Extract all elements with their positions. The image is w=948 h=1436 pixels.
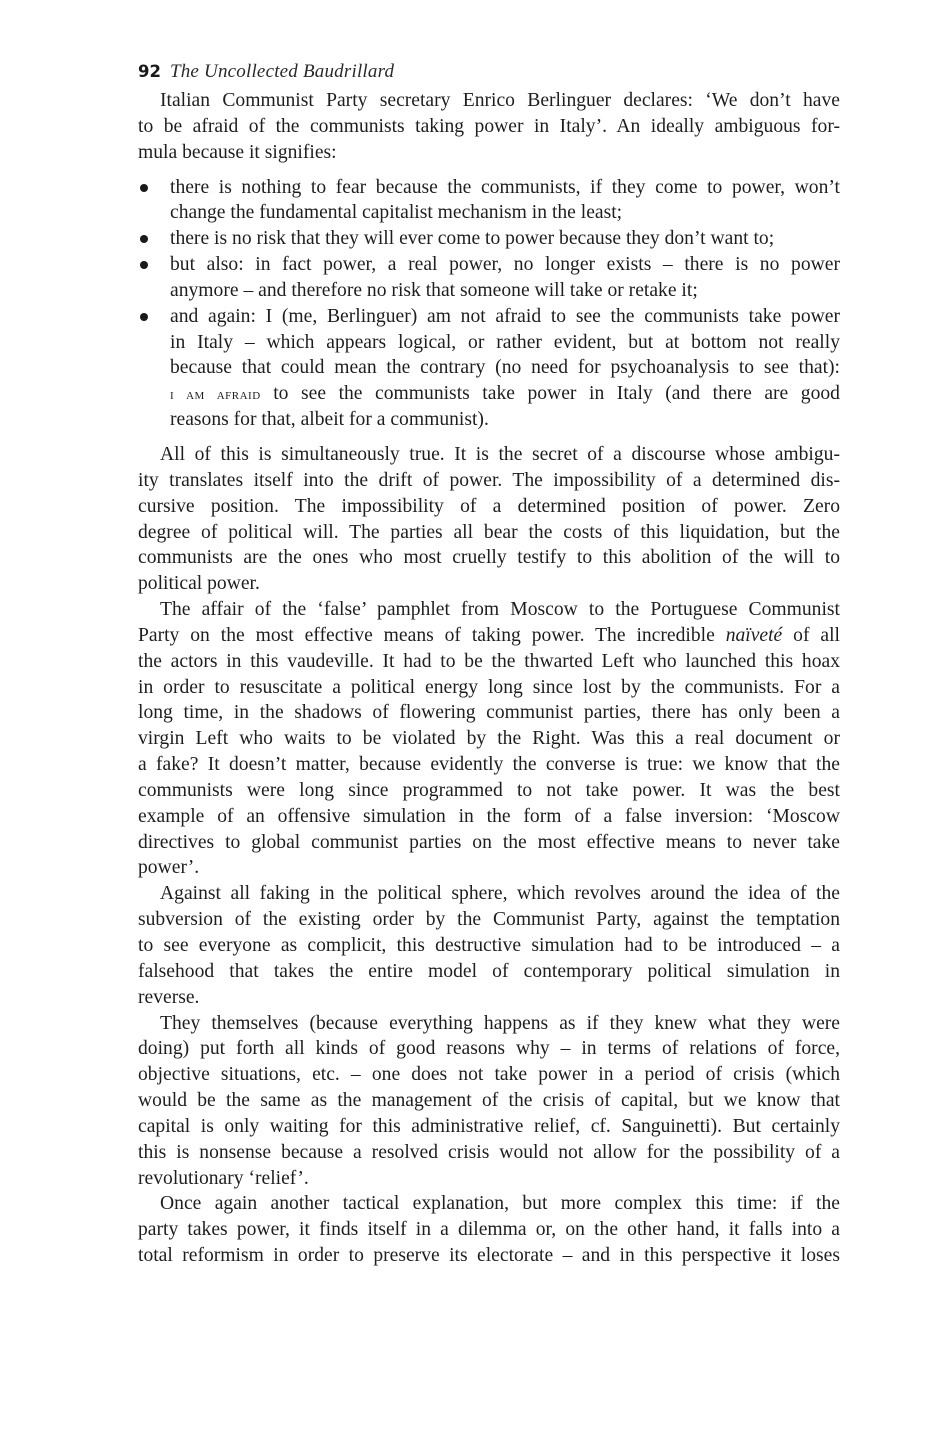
- text-line: example of an offensive simulation in the form of a false inversion: ‘Moscow: [138, 805, 840, 827]
- text-line: revolutionary ‘relief’.: [138, 1167, 309, 1189]
- text-line: objective situations, etc. – one does not take power in a period of crisis (which: [138, 1064, 840, 1086]
- text-line: capital is only waiting for this administrative relief, cf. Sanguinetti). But certainly: [138, 1115, 840, 1137]
- text-line: cursive position. The impossibility of a determined position of power. Zero: [138, 495, 840, 517]
- paragraph: [138, 597, 840, 881]
- text-line: communists were long since programmed to not take power. It was the best: [138, 779, 840, 801]
- text-line: power’.: [138, 857, 200, 879]
- text-line: political power.: [138, 573, 260, 595]
- text-line: reverse.: [138, 986, 200, 1008]
- text-line: total reformism in order to preserve its electorate – and in this perspective it loses: [138, 1245, 840, 1267]
- text-line: this is nonsense because a resolved crisis would not allow for the possibility of a: [138, 1141, 840, 1163]
- text-fragment: of all: [793, 624, 840, 646]
- text-line: mula because it signifies:: [138, 141, 337, 163]
- paragraph: [138, 881, 840, 1010]
- text-line: virgin Left who waits to be violated by the Right. Was this a real document or: [138, 728, 840, 750]
- italic-word: naïveté: [725, 624, 783, 646]
- intro-paragraph: [138, 88, 840, 166]
- text-fragment: Party on the most effective means of taking power. The incredible: [138, 624, 715, 646]
- text-line: would be the same as the management of the crisis of capital, but we know that: [138, 1090, 840, 1112]
- bullet-item: [138, 304, 840, 433]
- text-fragment: to see the communists take power in Italy (and there are good: [273, 383, 840, 405]
- text-line: but also: in fact power, a real power, no longer exists – there is no power: [170, 254, 840, 276]
- text-line: reasons for that, albeit for a communist).: [170, 409, 489, 431]
- text-line: subversion of the existing order by the Communist Party, against the temptation: [138, 909, 840, 931]
- text-line: falsehood that takes the entire model of contemporary political simulation in: [138, 960, 840, 982]
- bullet-icon: [140, 184, 148, 192]
- text-line: communists are the ones who most cruelly testify to this abolition of the will to: [138, 547, 840, 569]
- body-text: [138, 88, 840, 1269]
- small-caps-phrase: i am afraid: [170, 387, 261, 404]
- text-line: long time, in the shadows of flowering communist parties, there has only been a: [138, 702, 840, 724]
- text-line: there is nothing to fear because the communists, if they come to power, won’t: [170, 176, 840, 198]
- text-line: in Italy – which appears logical, or rather evident, but at bottom not really: [170, 331, 840, 353]
- text-line: and again: I (me, Berlinguer) am not afraid to see the communists take power: [170, 305, 840, 327]
- text-line-composite: [138, 623, 840, 649]
- text-line: doing) put forth all kinds of good reasons why – in terms of relations of force,: [138, 1038, 840, 1060]
- text-line: the actors in this vaudeville. It had to be the thwarted Left who launched this hoax: [138, 650, 840, 672]
- text-line: to be afraid of the communists taking power in Italy’. An ideally ambiguous for-: [138, 115, 840, 137]
- bullet-icon: [140, 235, 148, 243]
- running-head: [138, 56, 840, 88]
- page-number: 92: [138, 62, 161, 81]
- text-line: They themselves (because everything happens as if they knew what they were: [160, 1012, 840, 1034]
- bullet-icon: [140, 313, 148, 321]
- text-line: degree of political will. The parties all bear the costs of this liquidation, but the: [138, 521, 840, 543]
- text-line-composite: [170, 381, 840, 407]
- book-title: The Uncollected Baudrillard: [169, 61, 395, 82]
- bullet-list: [138, 175, 840, 433]
- text-line: Against all faking in the political sphere, which revolves around the idea of the: [160, 883, 840, 905]
- text-line: change the fundamental capitalist mechanism in the least;: [170, 202, 623, 224]
- text-line: Once again another tactical explanation, but more complex this time: if the: [160, 1193, 840, 1215]
- text-line: directives to global communist parties on the most effective means to never take: [138, 831, 840, 853]
- text-line: All of this is simultaneously true. It is the secret of a discourse whose ambigu-: [160, 443, 840, 465]
- bullet-icon: [140, 261, 148, 269]
- text-line: because that could mean the contrary (no need for psychoanalysis to see that):: [170, 357, 840, 379]
- text-line: The affair of the ‘false’ pamphlet from Moscow to the Portuguese Communist: [160, 599, 840, 621]
- text-line: ity translates itself into the drift of power. The impossibility of a determined dis-: [138, 469, 840, 491]
- bullet-item: [138, 252, 840, 304]
- paragraph: [138, 442, 840, 597]
- text-line: there is no risk that they will ever come to power because they don’t want to;: [170, 228, 775, 250]
- book-page: [138, 56, 840, 1269]
- text-line: a fake? It doesn’t matter, because evidently the converse is true: we know that the: [138, 754, 840, 776]
- text-line: to see everyone as complicit, this destructive simulation had to be introduced – a: [138, 935, 840, 956]
- text-line: anymore – and therefore no risk that someone will take or retake it;: [170, 279, 698, 301]
- bullet-item: [138, 175, 840, 227]
- paragraph: [138, 1191, 840, 1269]
- paragraph: [138, 1011, 840, 1192]
- text-line: Italian Communist Party secretary Enrico Berlinguer declares: ‘We don’t have: [160, 90, 840, 111]
- bullet-item: [138, 226, 840, 252]
- text-line: in order to resuscitate a political energy long since lost by the communists. For a: [138, 676, 840, 698]
- text-line: party takes power, it finds itself in a dilemma or, on the other hand, it falls into a: [138, 1219, 840, 1241]
